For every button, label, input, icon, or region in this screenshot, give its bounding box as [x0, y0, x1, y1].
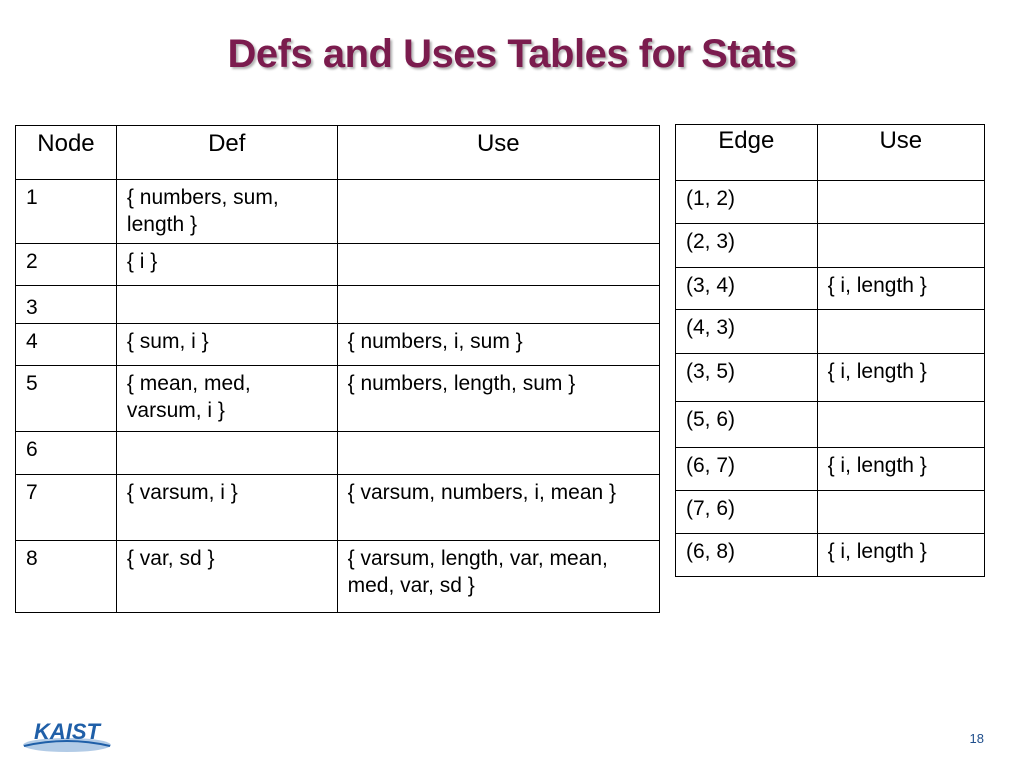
- def-cell: { var, sd }: [116, 541, 337, 613]
- def-cell: { numbers, sum, length }: [116, 180, 337, 244]
- edge-cell: (3, 5): [676, 354, 818, 402]
- use-cell: { varsum, numbers, i, mean }: [337, 475, 659, 541]
- node-cell: 1: [16, 180, 117, 244]
- node-cell: 6: [16, 432, 117, 475]
- use-cell: [337, 432, 659, 475]
- table-row: [16, 366, 660, 432]
- edge-cell: (1, 2): [676, 181, 818, 224]
- header-use: Use: [817, 125, 984, 181]
- table-row: [676, 354, 985, 402]
- node-cell: 8: [16, 541, 117, 613]
- use-cell: { i, length }: [817, 268, 984, 310]
- table-row: [16, 286, 660, 324]
- table-row: [16, 475, 660, 541]
- node-cell: 4: [16, 324, 117, 366]
- edge-cell: (7, 6): [676, 491, 818, 534]
- def-cell: { varsum, i }: [116, 475, 337, 541]
- node-cell: 5: [16, 366, 117, 432]
- use-cell: { i, length }: [817, 354, 984, 402]
- edge-cell: (2, 3): [676, 224, 818, 268]
- use-cell: { numbers, length, sum }: [337, 366, 659, 432]
- node-cell: 3: [16, 286, 117, 324]
- use-cell: [337, 244, 659, 286]
- def-cell: { mean, med, varsum, i }: [116, 366, 337, 432]
- table-row: [16, 324, 660, 366]
- use-cell: [337, 286, 659, 324]
- table-row: [676, 402, 985, 448]
- def-cell: { i }: [116, 244, 337, 286]
- use-cell: [817, 181, 984, 224]
- table-row: [676, 224, 985, 268]
- table-row: [676, 310, 985, 354]
- table-row: [16, 541, 660, 613]
- edge-cell: (6, 7): [676, 448, 818, 491]
- use-cell: [817, 224, 984, 268]
- table-row: [676, 181, 985, 224]
- logo-text: KAIST: [34, 719, 100, 744]
- header-edge: Edge: [676, 125, 818, 181]
- use-cell: [817, 491, 984, 534]
- edge-cell: (5, 6): [676, 402, 818, 448]
- page-number: 18: [969, 731, 984, 746]
- edges-table: [675, 124, 985, 577]
- table-row: [16, 432, 660, 475]
- use-cell: [817, 310, 984, 354]
- slide-title: Defs and Uses Tables for Stats: [227, 32, 797, 76]
- header-use: Use: [337, 126, 659, 180]
- use-cell: { varsum, length, var, mean, med, var, sd }: [337, 541, 659, 613]
- edges-header-row: [676, 125, 985, 181]
- table-row: [676, 268, 985, 310]
- header-node: Node: [16, 126, 117, 180]
- kaist-logo: [22, 712, 112, 754]
- def-cell: [116, 286, 337, 324]
- defs-table: [15, 125, 660, 613]
- table-row: [676, 491, 985, 534]
- table-row: [676, 534, 985, 577]
- node-cell: 2: [16, 244, 117, 286]
- table-row: [16, 244, 660, 286]
- def-cell: { sum, i }: [116, 324, 337, 366]
- edge-cell: (4, 3): [676, 310, 818, 354]
- def-cell: [116, 432, 337, 475]
- defs-header-row: [16, 126, 660, 180]
- use-cell: { i, length }: [817, 448, 984, 491]
- edge-cell: (3, 4): [676, 268, 818, 310]
- header-def: Def: [116, 126, 337, 180]
- table-row: [676, 448, 985, 491]
- use-cell: [817, 402, 984, 448]
- edge-cell: (6, 8): [676, 534, 818, 577]
- use-cell: { numbers, i, sum }: [337, 324, 659, 366]
- table-row: [16, 180, 660, 244]
- node-cell: 7: [16, 475, 117, 541]
- use-cell: [337, 180, 659, 244]
- use-cell: { i, length }: [817, 534, 984, 577]
